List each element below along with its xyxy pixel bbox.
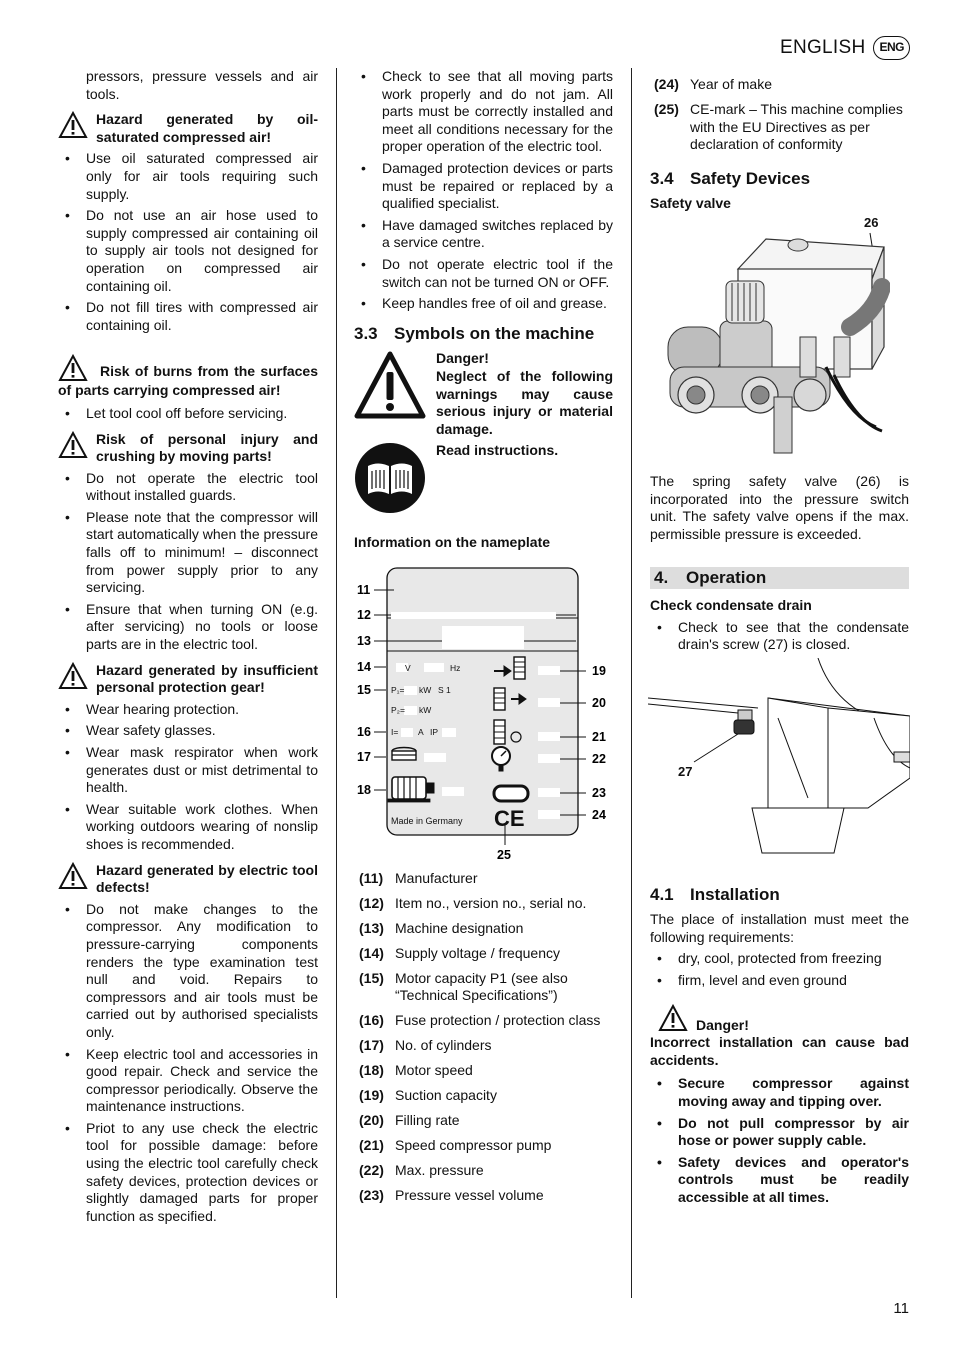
legend-text: Pressure vessel volume	[395, 1187, 544, 1204]
warning-text: Hazard generated by oil-saturated compressed air!	[96, 111, 318, 145]
legend-text: No. of cylinders	[395, 1037, 492, 1054]
page-number: 11	[893, 1300, 909, 1317]
legend-text: Filling rate	[395, 1112, 460, 1129]
installation-text: The place of installation must meet the following requirements:	[650, 911, 909, 945]
list-item: • Use oil saturated compressed air only for air tools requiring such supply.	[58, 150, 318, 203]
warning-triangle-icon	[58, 431, 88, 459]
danger-symbol-block	[354, 350, 613, 438]
language-label: ENGLISH	[779, 37, 866, 58]
warning-triangle-icon	[58, 354, 88, 382]
legend-row	[359, 1112, 613, 1130]
nameplate-label-24: 24	[592, 807, 606, 822]
nameplate-i: I=	[391, 726, 399, 737]
legend-text: Motor speed	[395, 1062, 473, 1079]
nameplate-hz: Hz	[450, 662, 461, 673]
section-title: Symbols on the machine	[394, 323, 595, 343]
nameplate-made-in: Made in Germany	[391, 815, 463, 826]
legend-num: (14)	[359, 944, 384, 961]
legend-row	[654, 101, 909, 154]
nameplate-label-18: 18	[357, 782, 371, 797]
valve-label-26: 26	[864, 216, 879, 230]
nameplate-label-22: 22	[592, 751, 606, 766]
legend-text: Suction capacity	[395, 1087, 497, 1104]
legend-text: Fuse protection / protection class	[395, 1012, 601, 1029]
warning-triangle-icon	[58, 111, 88, 139]
nameplate-kw2: kW	[419, 704, 432, 715]
danger-triangle-icon	[354, 350, 426, 420]
nameplate-label-13: 13	[357, 633, 371, 648]
nameplate-kw: kW	[419, 684, 432, 695]
nameplate-legend-cont	[650, 76, 909, 154]
section-heading-3-4	[650, 170, 909, 188]
warning-list	[58, 701, 318, 854]
nameplate-label-15: 15	[357, 682, 371, 697]
list-item: • Priot to any use check the electric tool for possible damage: before using the electric tool carefully check safety devices, protection devices or slightly damaged parts for proper function as specified.	[58, 1120, 318, 1226]
section-heading-4-1	[650, 886, 909, 904]
legend-row	[359, 1037, 613, 1055]
nameplate-s1: S 1	[438, 684, 451, 695]
safety-valve-illustration	[650, 217, 890, 467]
legend-row	[359, 1137, 613, 1155]
legend-text: Manufacturer	[395, 869, 478, 886]
safety-valve-text: The spring safety valve (26) is incorporated into the pressure switch unit. The safety valve opens if the max. permissible pressure is exceeded.	[650, 472, 909, 542]
nameplate-diagram	[354, 560, 616, 860]
danger-list	[650, 1075, 909, 1206]
legend-row	[359, 870, 613, 888]
condensate-title: Check condensate drain	[650, 596, 812, 613]
column-rule-2	[631, 68, 632, 1298]
list-item: • Let tool cool off before servicing.	[58, 405, 318, 423]
warning-list	[58, 470, 318, 654]
warning-burns	[58, 354, 318, 400]
list-item: • firm, level and even ground	[650, 972, 909, 990]
legend-row	[359, 895, 613, 913]
legend-num: (24)	[654, 76, 679, 92]
list-item: • Damaged protection devices or parts must be repaired or replaced by a qualified specialist.	[354, 160, 613, 213]
section-number: 4.	[654, 568, 669, 588]
legend-num: (21)	[359, 1137, 384, 1154]
warning-list	[58, 150, 318, 334]
warning-protection-gear	[58, 662, 318, 697]
nameplate-v: V	[405, 662, 411, 673]
legend-text: Year of make	[690, 76, 772, 92]
legend-row	[359, 1062, 613, 1080]
column-3	[650, 76, 909, 1211]
list-item: • Have damaged switches replaced by a service centre.	[354, 217, 613, 252]
warning-crushing	[58, 431, 318, 466]
list-item: • Do not operate electric tool if the switch can not be turned ON or OFF.	[354, 256, 613, 291]
list-item: • Wear safety glasses.	[58, 722, 318, 740]
warning-text: Hazard generated by insufficient personal protection gear!	[96, 661, 318, 696]
installation-list	[650, 950, 909, 989]
legend-num: (23)	[359, 1187, 384, 1204]
list-item: • Do not operate the electric tool without installed guards.	[58, 470, 318, 505]
list-item: • dry, cool, protected from freezing	[650, 950, 909, 968]
nameplate-legend	[354, 870, 613, 1205]
legend-text: Speed compressor pump	[395, 1137, 552, 1154]
legend-text: Max. pressure	[395, 1162, 484, 1179]
legend-num: (25)	[654, 100, 679, 117]
legend-num: (13)	[359, 919, 384, 936]
legend-num: (16)	[359, 1012, 384, 1029]
warning-tool-defects	[58, 862, 318, 897]
list-item: • Ensure that when turning ON (e.g. after servicing) no tools or loose parts are in the electric tool.	[58, 601, 318, 654]
legend-num: (12)	[359, 894, 384, 911]
danger-text: Neglect of the following warnings may cause serious injury or material damage.	[436, 367, 613, 437]
section-title: Installation	[690, 884, 780, 904]
warning-text: Hazard generated by electric tool defects!	[96, 861, 318, 896]
list-item: • Safety devices and operator's controls must be readily accessible at all times.	[650, 1154, 909, 1207]
legend-num: (18)	[359, 1062, 384, 1079]
legend-num: (19)	[359, 1087, 384, 1104]
legend-text: Motor capacity P1 (see also “Technical Specifications”)	[395, 969, 568, 1004]
nameplate-label-16: 16	[357, 724, 371, 739]
nameplate-ip: IP	[430, 726, 439, 737]
section-number: 3.3	[354, 323, 378, 343]
section-heading-3-3	[354, 325, 613, 343]
legend-text: Machine designation	[395, 919, 524, 936]
legend-row	[359, 945, 613, 963]
legend-row	[359, 920, 613, 938]
condensate-list	[650, 619, 909, 654]
column-1	[58, 68, 318, 1229]
nameplate-label-12: 12	[357, 607, 371, 622]
list-item: • Do not fill tires with compressed air containing oil.	[58, 299, 318, 334]
language-badge: ENG	[873, 36, 910, 60]
warning-list	[58, 901, 318, 1226]
danger-text: Incorrect installation can cause bad accidents.	[650, 1034, 909, 1068]
column-rule-1	[336, 68, 337, 1298]
list-item: • Wear suitable work clothes. When working outdoors wearing of nonslip shoes is recommended.	[58, 801, 318, 854]
nameplate-label-14: 14	[357, 659, 371, 674]
read-instructions-block	[354, 442, 613, 514]
legend-row	[359, 1162, 613, 1180]
legend-num: (22)	[359, 1162, 384, 1179]
list-item: • Do not make changes to the compressor. Any modification to pressure-carrying components renders the type examination test null and void. Repairs to compressors and air tools must be carried out by authorised specialists only.	[58, 901, 318, 1042]
warning-text: Risk of burns from the surfaces of parts carrying compressed air!	[58, 363, 318, 399]
legend-text: Supply voltage / frequency	[395, 944, 560, 961]
nameplate-p1: P₁=	[391, 684, 405, 695]
intro-text: pressors, pressure vessels and air tools.	[86, 68, 318, 102]
nameplate-a: A	[418, 726, 424, 737]
legend-num: (15)	[359, 969, 384, 986]
condensate-drain-illustration	[648, 658, 910, 858]
legend-row	[359, 1187, 613, 1205]
nameplate-label-11: 11	[357, 582, 371, 597]
nameplate-label-25: 25	[497, 847, 511, 860]
legend-row	[359, 1087, 613, 1105]
nameplate-label-21: 21	[592, 729, 606, 744]
nameplate-label-23: 23	[592, 785, 606, 800]
drain-label-27: 27	[678, 763, 693, 779]
danger-title: Danger!	[696, 1016, 749, 1033]
nameplate-title: Information on the nameplate	[354, 534, 551, 551]
nameplate-label-20: 20	[592, 695, 606, 710]
legend-num: (11)	[359, 869, 384, 886]
list-item: • Do not pull compressor by air hose or power supply cable.	[650, 1115, 909, 1150]
legend-num: (17)	[359, 1037, 384, 1054]
warning-triangle-icon	[658, 1004, 688, 1032]
legend-text: Item no., version no., serial no.	[395, 894, 587, 911]
legend-num: (20)	[359, 1112, 384, 1129]
section-number: 3.4	[650, 168, 674, 188]
nameplate-p2: P₂=	[391, 704, 405, 715]
section-title: Operation	[686, 568, 767, 588]
page-header	[780, 36, 910, 60]
danger-text-group	[436, 350, 613, 438]
warning-triangle-icon	[58, 662, 88, 690]
list-item: • Keep handles free of oil and grease.	[354, 295, 613, 313]
list-item: • Check to see that the condensate drain's screw (27) is closed.	[650, 619, 909, 654]
danger-title: Danger!	[436, 350, 489, 367]
warning-text: Risk of personal injury and crushing by moving parts!	[96, 430, 318, 465]
ce-mark-icon: CE	[494, 805, 525, 831]
warning-oil-air	[58, 111, 318, 146]
section-number: 4.1	[650, 884, 674, 904]
list-item: • Wear hearing protection.	[58, 701, 318, 719]
safety-valve-title: Safety valve	[650, 195, 731, 212]
list-item: • Do not use an air hose used to supply compressed air containing oil to supply air tools not designed for operation on compressed air containing oil.	[58, 207, 318, 295]
warning-triangle-icon	[58, 862, 88, 890]
list-item: • Keep electric tool and accessories in good repair. Check and service the compressor periodically. Observe the maintenance instructions.	[58, 1046, 318, 1116]
column-2	[354, 68, 613, 1212]
nameplate-label-19: 19	[592, 663, 606, 678]
list-item: • Please note that the compressor will start automatically when the pressure falls off to minimum! – disconnect from power supply prior to any servicing.	[58, 509, 318, 597]
installation-danger	[650, 1004, 909, 1207]
list-item: • Secure compressor against moving away and tipping over.	[650, 1075, 909, 1110]
read-instructions-text: Read instructions.	[436, 442, 559, 459]
legend-text: CE-mark – This machine complies with the EU Directives as per declaration of conformity	[690, 100, 903, 153]
book-icon	[354, 442, 426, 514]
legend-row	[654, 76, 909, 94]
check-list	[354, 68, 613, 313]
section-heading-4	[650, 567, 909, 589]
list-item: • Wear mask respirator when work generates dust or mist detrimental to health.	[58, 744, 318, 797]
legend-row	[359, 970, 613, 1005]
list-item: • Check to see that all moving parts work properly and do not jam. All parts must be correctly installed and meet all conditions necessary for the proper operation of the electric tool.	[354, 68, 613, 156]
section-title: Safety Devices	[690, 168, 811, 188]
legend-row	[359, 1012, 613, 1030]
nameplate-label-17: 17	[357, 749, 371, 764]
warning-list	[58, 405, 318, 423]
